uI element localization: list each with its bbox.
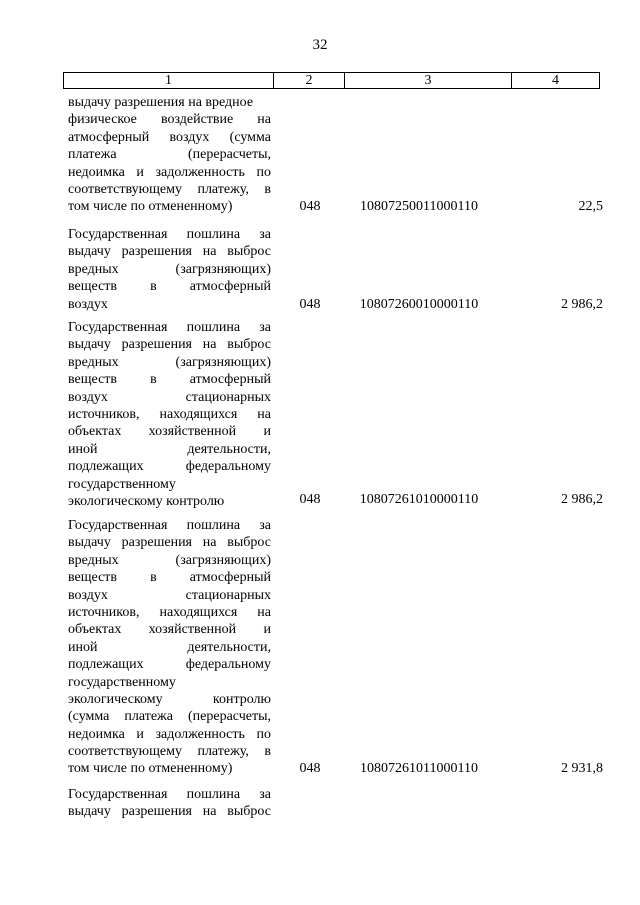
name-line: физическое воздействие на [68,112,271,128]
name-line: выдачу разрешения на выброс [68,535,271,551]
name-line: атмосферный воздух (сумма [68,129,271,145]
row-admin-code: 048 [299,199,321,214]
row-name [68,517,271,778]
row-admin-code: 048 [299,297,321,312]
name-line: подлежащих федеральному [68,459,271,475]
name-line: иной деятельности, [68,441,271,457]
header-col-4: 4 [552,73,559,88]
name-line: экологическому контролю [68,691,271,707]
name-line: объектах хозяйственной и [68,622,271,638]
name-line: соответствующему платежу, в [68,181,271,197]
row-kbk: 10807261010000110 [359,492,479,507]
row-amount: 2 931,8 [561,761,603,776]
name-line: воздух стационарных [68,587,271,603]
name-line: подлежащих федеральному [68,657,271,673]
name-line: Государственная пошлина за [68,320,271,335]
name-line: выдачу разрешения на вредное [68,95,254,110]
name-line: воздух стационарных [68,389,271,405]
name-line: веществ в атмосферный [68,372,271,388]
table-header [63,72,600,89]
row-amount: 22,5 [578,199,603,214]
row-amount: 2 986,2 [561,297,603,312]
row-kbk: 10807250011000110 [360,199,478,214]
name-line: вредных (загрязняющих) [68,552,271,568]
name-line: недоимка и задолженность по [68,164,271,180]
name-line: иной деятельности, [68,639,271,655]
name-line: воздух [68,296,108,312]
row-kbk: 10807261011000110 [360,761,478,776]
header-col-2: 2 [274,73,345,88]
name-line: вредных (загрязняющих) [68,261,271,277]
name-line: выдачу разрешения на выброс [68,804,271,820]
name-line: объектах хозяйственной и [68,424,271,440]
name-line: государственному [68,476,176,492]
name-line: источников, находящихся на [68,604,271,620]
header-col-1: 1 [64,73,274,88]
name-line: соответствующему платежу, в [68,744,271,760]
page-number: 32 [312,37,328,53]
name-line: Государственная пошлина за [68,518,271,533]
row-name [68,94,271,216]
name-line: том числе по отмененному) [68,199,233,215]
name-line: Государственная пошлина за [68,227,271,242]
row-kbk: 10807260010000110 [359,297,479,312]
name-line: Государственная пошлина за [68,787,271,802]
name-line: веществ в атмосферный [68,279,271,295]
name-line: (сумма платежа (перерасчеты, [68,709,271,725]
name-line: вредных (загрязняющих) [68,354,271,370]
name-line: источников, находящихся на [68,406,271,422]
row-amount: 2 986,2 [561,492,603,507]
row-name [68,786,271,821]
name-line: выдачу разрешения на выброс [68,337,271,353]
name-line: недоимка и задолженность по [68,726,271,742]
name-line: государственному [68,674,176,690]
row-admin-code: 048 [299,761,321,776]
header-col-3: 3 [345,73,512,88]
row-name [68,226,271,313]
name-line: экологическому контролю [68,493,225,509]
row-admin-code: 048 [299,492,321,507]
name-line: платежа (перерасчеты, [68,147,271,163]
name-line: том числе по отмененному) [68,761,233,777]
name-line: веществ в атмосферный [68,570,271,586]
row-name [68,319,271,510]
name-line: выдачу разрешения на выброс [68,244,271,260]
